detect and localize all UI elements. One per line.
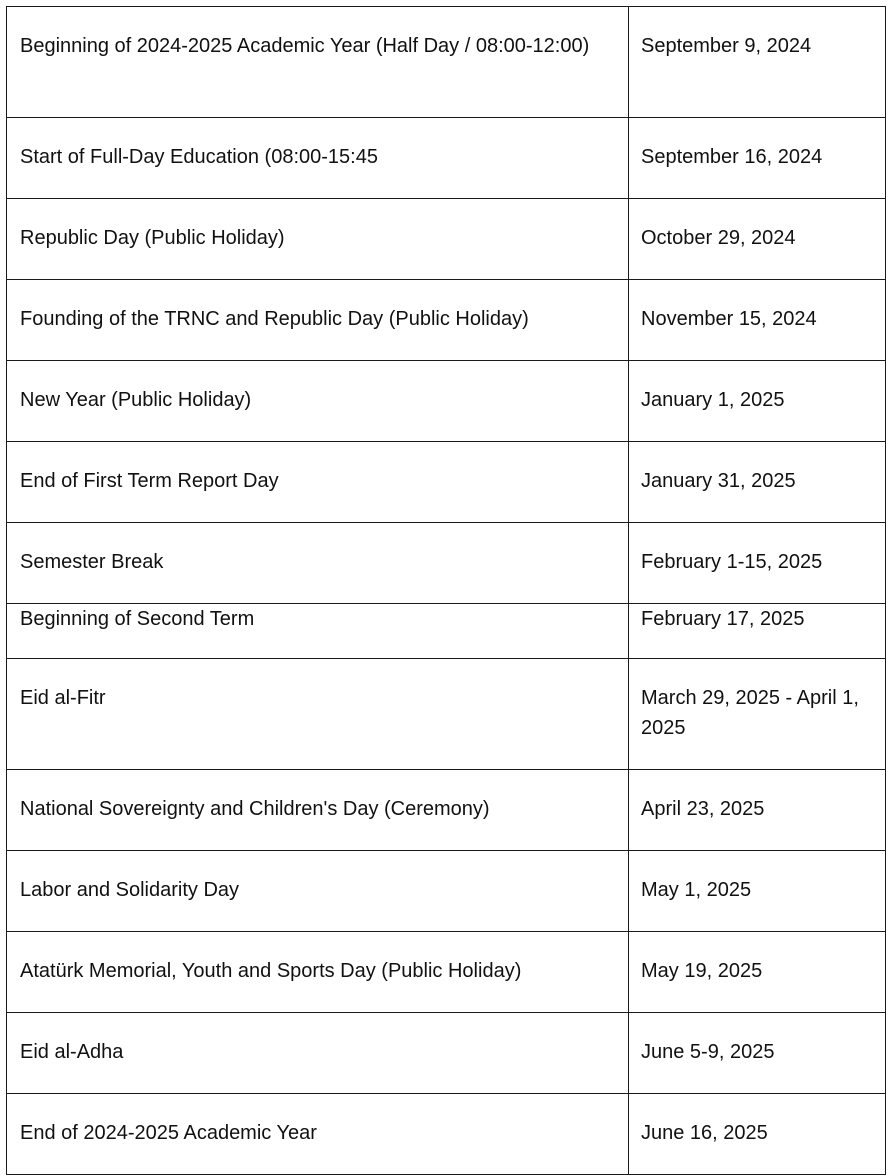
table-row <box>7 851 886 932</box>
date-cell: November 15, 2024 <box>629 280 886 361</box>
event-cell: Semester Break <box>7 523 629 604</box>
date-cell: April 23, 2025 <box>629 770 886 851</box>
event-cell: End of First Term Report Day <box>7 442 629 523</box>
table-row <box>7 932 886 1013</box>
date-cell: May 1, 2025 <box>629 851 886 932</box>
table-row <box>7 7 886 118</box>
table-row <box>7 199 886 280</box>
academic-calendar-table <box>6 6 886 1175</box>
table-row <box>7 659 886 770</box>
table-row <box>7 442 886 523</box>
event-cell: Beginning of 2024-2025 Academic Year (Half Day / 08:00-12:00) <box>7 7 629 118</box>
table-row <box>7 361 886 442</box>
date-cell: January 31, 2025 <box>629 442 886 523</box>
date-cell: May 19, 2025 <box>629 932 886 1013</box>
event-cell: Republic Day (Public Holiday) <box>7 199 629 280</box>
date-cell: October 29, 2024 <box>629 199 886 280</box>
table-row <box>7 280 886 361</box>
table-row <box>7 1013 886 1094</box>
table-row <box>7 523 886 604</box>
event-cell: Labor and Solidarity Day <box>7 851 629 932</box>
event-cell: Start of Full-Day Education (08:00-15:45 <box>7 118 629 199</box>
date-cell: June 16, 2025 <box>629 1094 886 1175</box>
event-cell: National Sovereignty and Children's Day (Ceremony) <box>7 770 629 851</box>
table-row <box>7 604 886 659</box>
table-row <box>7 118 886 199</box>
date-cell: January 1, 2025 <box>629 361 886 442</box>
event-cell: Atatürk Memorial, Youth and Sports Day (Public Holiday) <box>7 932 629 1013</box>
date-cell <box>629 659 886 770</box>
date-text: March 29, 2025 - April 1, 2025 <box>641 687 859 739</box>
event-cell: Founding of the TRNC and Republic Day (Public Holiday) <box>7 280 629 361</box>
table-row <box>7 1094 886 1175</box>
date-cell: February 17, 2025 <box>629 604 886 659</box>
event-cell: Beginning of Second Term <box>7 604 629 659</box>
date-cell: September 9, 2024 <box>629 7 886 118</box>
date-cell: June 5-9, 2025 <box>629 1013 886 1094</box>
date-cell: February 1-15, 2025 <box>629 523 886 604</box>
table-row <box>7 770 886 851</box>
event-cell: Eid al-Adha <box>7 1013 629 1094</box>
event-cell: End of 2024-2025 Academic Year <box>7 1094 629 1175</box>
date-cell: September 16, 2024 <box>629 118 886 199</box>
event-cell: Eid al-Fitr <box>7 659 629 770</box>
event-cell: New Year (Public Holiday) <box>7 361 629 442</box>
